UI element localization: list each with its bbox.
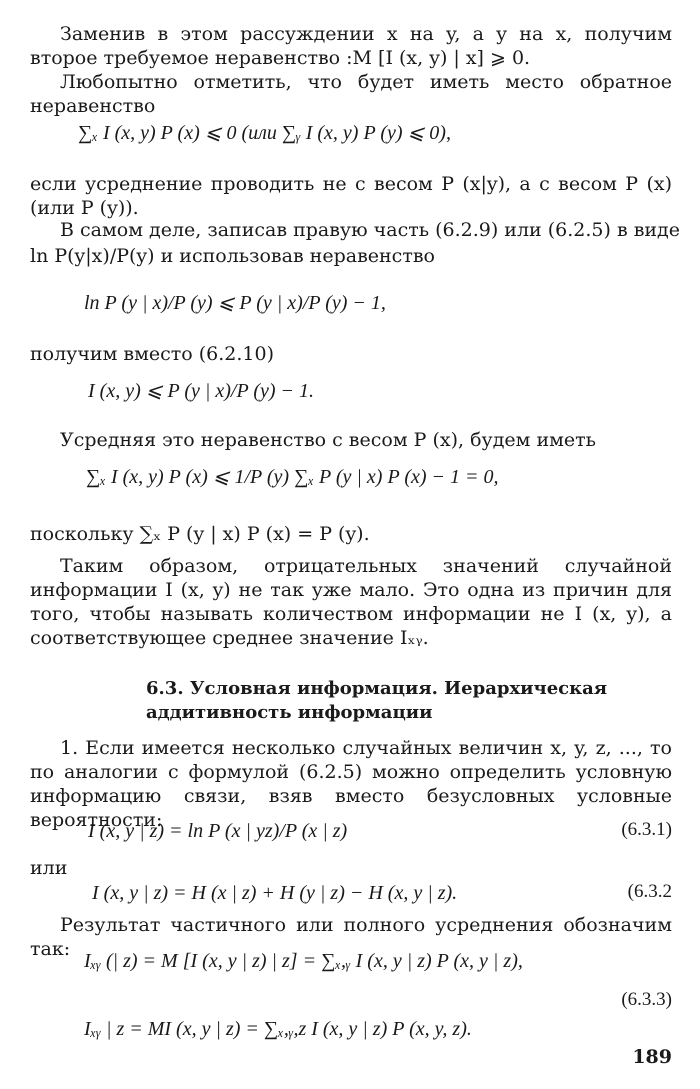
formula-6-3-1: I (x, y | z) = ln P (x | yz)/P (x | z) [88,820,348,842]
paragraph-obtain: получим вместо (6.2.10) [30,343,275,365]
formula-sum-inequality: ∑ₓ I (x, y) P (x) ⩽ 0 (или ∑ᵧ I (x, y) P (y) ⩽ 0), [78,122,451,144]
paragraph-averaging: Усредняя это неравенство с весом P (x), будем иметь [60,429,596,451]
paragraph-reverse-inequality: Любопытно отметить, что будет иметь место обратное неравенство [30,71,672,117]
formula-partial-average: Iₓᵧ (| z) = M [I (x, y | z) | z] = ∑ₓ,ᵧ I (x, y | z) P (x, y | z), [84,950,523,972]
paragraph-conclusion: Таким образом, отрицательных значений случайной информации I (x, y) не так уже мало. Это одна из причин для того, чтобы называть количеством информации не I (x, y), а соответствующее среднее значение Iₓᵧ. [30,555,672,649]
formula-info-bound: I (x, y) ⩽ P (y | x)/P (y) − 1. [88,380,315,402]
formula-6-3-2: I (x, y | z) = H (x | z) + H (y | z) − H (x, y | z). [92,882,458,904]
page-number: 189 [632,1046,672,1068]
paragraph-conditional-info: 1. Если имеется несколько случайных величин x, y, z, ..., то по аналогии с формулой (6.2.5) можно определить условную информацию связи, взяв вместо безусловных условные вероятности: [30,737,672,831]
paragraph-averaging-result: Результат частичного или полного усреднения обозначим так: [30,914,672,960]
paragraph-weighting: если усреднение проводить не с весом P (x|y), а с весом P (x) (или P (y)). [30,173,672,219]
formula-averaged-sum: ∑ₓ I (x, y) P (x) ⩽ 1/P (y) ∑ₓ P (y | x) P (x) − 1 = 0, [86,466,499,488]
formula-log-inequality: ln P (y | x)/P (y) ⩽ P (y | x)/P (y) − 1, [84,292,386,314]
equation-number-6-3-2: (6.3.2 [627,881,672,902]
formula-full-average: Iₓᵧ | z = MI (x, y | z) = ∑ₓ,ᵧ,z I (x, y | z) P (x, y, z). [84,1018,472,1040]
section-heading: 6.3. Условная информация. Иерархическая аддитивность информации [146,678,608,723]
paragraph-indeed-line2: ln P(y|x)/P(y) и использовав неравенство [30,245,435,267]
paragraph-substitution: Заменив в этом рассуждении x на y, а y на x, получим второе требуемое неравенство :M [I (x, y) | x] ⩾ 0. [30,23,672,69]
paragraph-since: поскольку ∑ₓ P (y | x) P (x) = P (y). [30,523,370,545]
connector-or: или [30,857,68,879]
equation-number-6-3-1: (6.3.1) [621,819,672,840]
equation-number-6-3-3: (6.3.3) [621,989,672,1010]
paragraph-indeed-line1: В самом деле, записав правую часть (6.2.9) или (6.2.5) в виде [60,219,680,241]
